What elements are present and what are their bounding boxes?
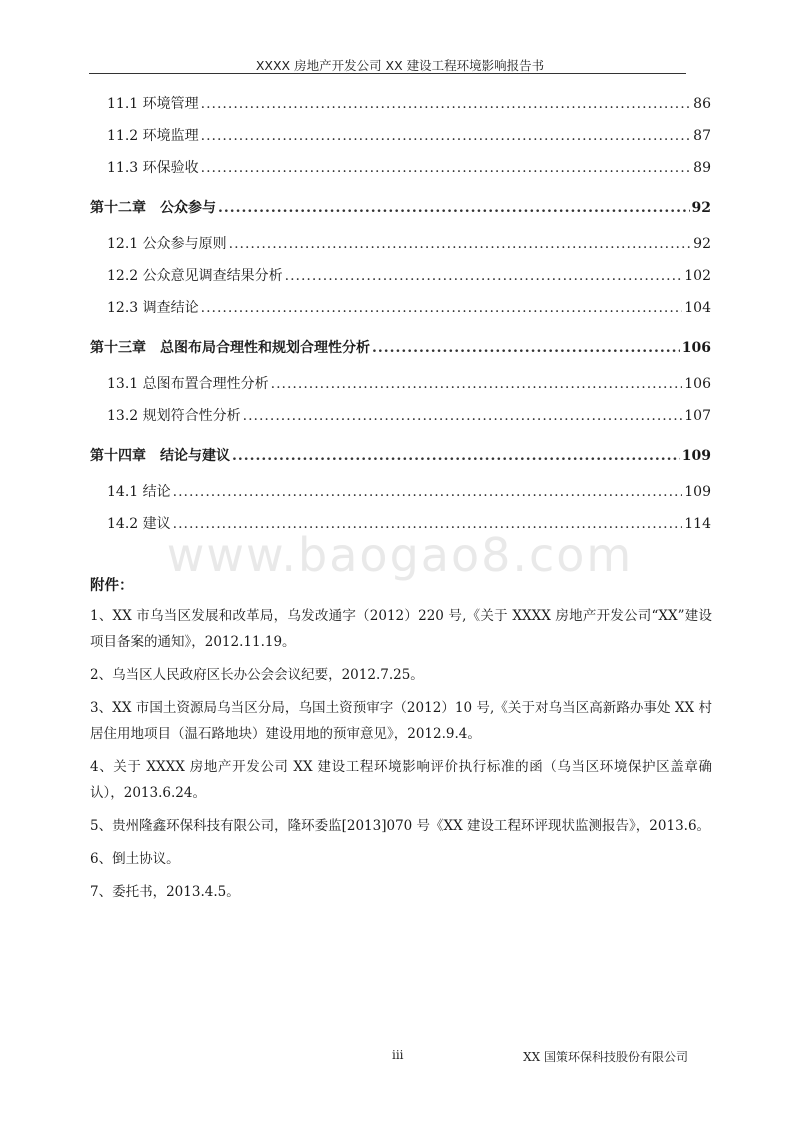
toc-chapter-13[interactable] [90,328,711,368]
toc-page-number: 106 [684,376,711,392]
toc-leader-dots [218,188,690,228]
toc-entry-title: 12.1 公众参与原则 [107,236,227,252]
toc-entry-title: 11.3 环保验收 [107,160,199,176]
toc-chapter-14[interactable] [90,436,711,476]
toc-chapter-title: 第十三章 总图布局合理性和规划合理性分析 [90,340,370,356]
attachment-item: 6、倒土协议。 [90,851,180,867]
attachment-item: 1、XX 市乌当区发展和改革局，乌发改通字（2012）220 号,《关于 XXXX 房地产开发公司“XX”建设项目备案的通知》，2012.11.19。 [90,608,712,650]
toc-page-number: 109 [681,448,711,464]
toc-entry-11-3[interactable] [90,152,711,184]
toc-chapter-12[interactable] [90,188,711,228]
toc-leader-dots [201,292,683,324]
toc-page-number: 104 [684,300,711,316]
toc-page-number: 87 [693,128,711,144]
toc-entry-title: 14.1 结论 [107,484,171,500]
toc-page-number: 114 [684,516,711,532]
footer-page-number: iii [392,1048,404,1062]
attachments-heading: 附件： [90,577,134,594]
attachments-section [90,574,712,912]
toc-entry-12-1[interactable] [90,228,711,260]
attachment-item: 4、关于 XXXX 房地产开发公司 XX 建设工程环境影响评价执行标准的函（乌当区环境保护区盖章确认），2013.6.24。 [90,759,712,801]
toc-leader-dots [173,476,683,508]
toc-leader-dots [232,436,680,476]
toc-page-number: 102 [684,268,711,284]
toc-entry-11-1[interactable] [90,88,711,120]
toc-entry-title: 14.2 建议 [107,516,171,532]
toc-leader-dots [201,120,692,152]
toc-page-number: 89 [693,160,711,176]
attachment-item: 3、XX 市国土资源局乌当区分局，乌国土资预审字（2012）10 号,《关于对乌当区高新路办事处 XX 村居住用地项目（温石路地块）建设用地的预审意见》，2012.9.4。 [90,700,712,742]
watermark-text: www.baogao8.com [166,528,634,582]
toc-entry-11-2[interactable] [90,120,711,152]
toc-entry-title: 11.2 环境监理 [107,128,199,144]
header-divider [89,73,686,74]
toc-leader-dots [229,228,692,260]
toc-chapter-title: 第十二章 公众参与 [90,200,216,216]
toc-chapter-title: 第十四章 结论与建议 [90,448,230,464]
toc-entry-13-1[interactable] [90,368,711,400]
attachment-item: 2、乌当区人民政府区长办公会会议纪要，2012.7.25。 [90,667,424,683]
toc-entry-12-3[interactable] [90,292,711,324]
table-of-contents [90,88,711,540]
toc-entry-12-2[interactable] [90,260,711,292]
toc-entry-title: 13.1 总图布置合理性分析 [107,376,269,392]
toc-entry-title: 11.1 环境管理 [107,96,199,112]
page-header-title: XXXX 房地产开发公司 XX 建设工程环境影响报告书 [255,58,545,73]
toc-leader-dots [372,328,680,368]
toc-page-number: 107 [684,408,711,424]
toc-entry-title: 13.2 规划符合性分析 [107,408,241,424]
toc-page-number: 92 [691,200,711,216]
toc-entry-13-2[interactable] [90,400,711,432]
toc-page-number: 109 [684,484,711,500]
toc-entry-14-1[interactable] [90,476,711,508]
toc-entry-title: 12.3 调查结论 [107,300,199,316]
toc-leader-dots [201,152,692,184]
toc-entry-title: 12.2 公众意见调查结果分析 [107,268,283,284]
toc-page-number: 92 [693,236,711,252]
toc-page-number: 106 [681,340,711,356]
footer-company-name: XX 国策环保科技股份有限公司 [523,1050,688,1064]
toc-leader-dots [201,88,692,120]
toc-leader-dots [243,400,683,432]
toc-leader-dots [271,368,683,400]
attachment-item: 5、贵州隆鑫环保科技有限公司，隆环委监[2013]070 号《XX 建设工程环评现状监测报告》，2013.6。 [90,818,711,834]
toc-page-number: 86 [693,96,711,112]
toc-leader-dots [285,260,683,292]
attachment-item: 7、委托书，2013.4.5。 [90,884,240,900]
